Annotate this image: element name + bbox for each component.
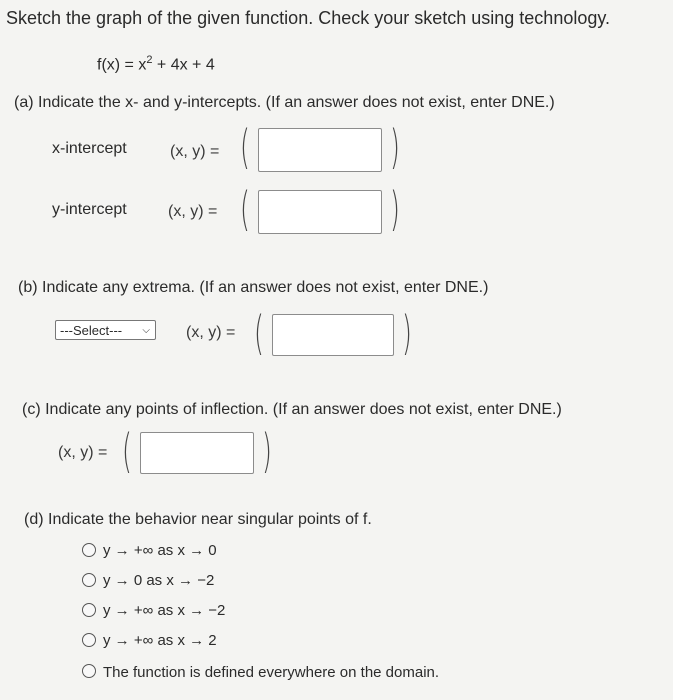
- behavior-radio-5[interactable]: [82, 664, 96, 678]
- x-intercept-input[interactable]: [258, 128, 382, 172]
- part-a-prompt: (a) Indicate the x- and y-intercepts. (If an answer does not exist, enter DNE.): [14, 94, 555, 111]
- y-intercept-open-paren: (: [240, 182, 250, 236]
- behavior-option-2: y → 0 as x → −2: [103, 572, 215, 589]
- chevron-down-icon: ⌵: [142, 325, 150, 336]
- y-intercept-xy-label: (x, y) =: [168, 203, 218, 220]
- behavior-option-4: y → +∞ as x → 2: [103, 632, 217, 649]
- behavior-radio-1[interactable]: [82, 543, 96, 557]
- extrema-select-value: ---Select---: [60, 323, 123, 338]
- y-intercept-label: y-intercept: [52, 201, 127, 218]
- y-intercept-input[interactable]: [258, 190, 382, 234]
- extrema-input[interactable]: [272, 314, 394, 356]
- instruction-text: Sketch the graph of the given function. Check your sketch using technology.: [6, 8, 611, 28]
- behavior-option-1: y → +∞ as x → 0: [103, 542, 217, 559]
- extrema-type-select[interactable]: [55, 320, 156, 340]
- function-base: f(x) = x: [97, 56, 147, 74]
- behavior-option-3: y → +∞ as x → −2: [103, 602, 226, 619]
- function-exponent: 2: [146, 54, 153, 66]
- x-intercept-label: x-intercept: [52, 140, 127, 157]
- behavior-option-5: The function is defined everywhere on the domain.: [103, 664, 440, 681]
- x-intercept-open-paren: (: [240, 120, 250, 174]
- x-intercept-xy-label: (x, y) =: [170, 143, 220, 160]
- extrema-open-paren: (: [254, 306, 264, 360]
- part-d-prompt: (d) Indicate the behavior near singular points of f.: [24, 511, 372, 528]
- inflection-xy-label: (x, y) =: [58, 444, 108, 461]
- extrema-close-paren: ): [402, 306, 412, 360]
- y-intercept-close-paren: ): [390, 182, 400, 236]
- behavior-radio-4[interactable]: [82, 633, 96, 647]
- inflection-close-paren: ): [262, 424, 272, 478]
- inflection-input[interactable]: [140, 432, 254, 474]
- behavior-radio-2[interactable]: [82, 573, 96, 587]
- function-expression: [97, 54, 215, 74]
- behavior-radio-3[interactable]: [82, 603, 96, 617]
- function-rest: + 4x + 4: [152, 56, 215, 74]
- extrema-xy-label: (x, y) =: [186, 324, 236, 341]
- inflection-open-paren: (: [122, 424, 132, 478]
- x-intercept-close-paren: ): [390, 120, 400, 174]
- part-b-prompt: (b) Indicate any extrema. (If an answer does not exist, enter DNE.): [18, 279, 489, 296]
- part-c-prompt: (c) Indicate any points of inflection. (If an answer does not exist, enter DNE.): [22, 401, 562, 418]
